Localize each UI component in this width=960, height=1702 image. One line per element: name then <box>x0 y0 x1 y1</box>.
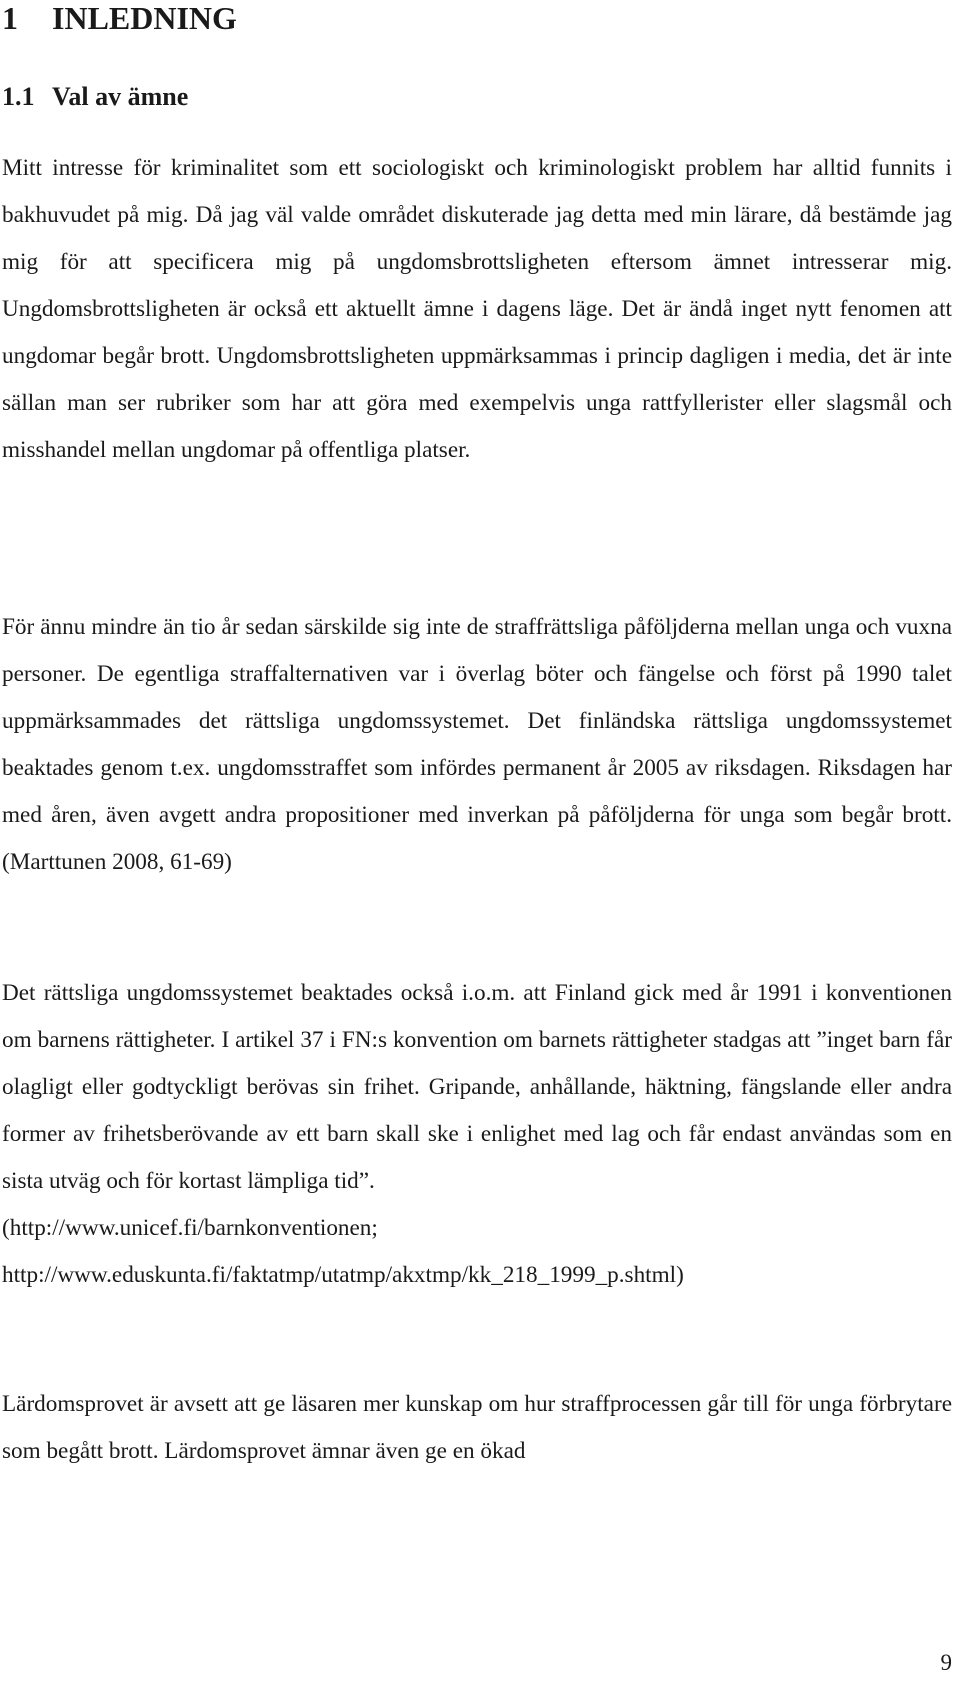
paragraph-legal-history: För ännu mindre än tio år sedan särskilde sig inte de straffrättsliga påföljderna mellan unga och vuxna personer. De egentliga straffalternativen var i överlag böter och fängelse och först på 1990 talet uppmärksammades det rättsliga ungdomssystemet. Det finländska rättsliga ungdomssystemet beaktades genom t.ex. ungdomsstraffet som infördes permanent år 2005 av riksdagen. Riksdagen har med åren, även avgett andra propositioner med inverkan på påföljderna för unga som begår brott. (Marttunen 2008, 61-69) <box>2 614 952 875</box>
url-line-1: (http://www.unicef.fi/barnkonventionen; <box>2 1215 378 1241</box>
chapter-heading <box>2 0 237 36</box>
section-number: 1.1 <box>2 82 35 111</box>
paragraph-convention <box>2 970 952 1299</box>
section-heading <box>2 82 188 112</box>
chapter-number: 1 <box>2 0 18 36</box>
chapter-title: INLEDNING <box>52 0 237 36</box>
convention-text: Det rättsliga ungdomssystemet beaktades också i.o.m. att Finland gick med år 1991 i konventionen om barnens rättigheter. I artikel 37 i FN:s konvention om barnets rättigheter stadgas att ”inget barn får olagligt eller godtyckligt berövas sin frihet. Gripande, anhållande, häktning, fängslande eller andra former av frihetsberövande av ett barn skall ske i enlighet med lag och får endast användas som en sista utväg och för kortast lämpliga tid”. <box>2 980 952 1194</box>
url-line-2: http://www.eduskunta.fi/faktatmp/utatmp/akxtmp/kk_218_1999_p.shtml) <box>2 1262 684 1288</box>
paragraph-topic-interest: Mitt intresse för kriminalitet som ett sociologiskt och kriminologiskt problem har alltid funnits i bakhuvudet på mig. Då jag väl valde området diskuterade jag detta med min lärare, då bestämde jag mig för att specificera mig på ungdomsbrottsligheten eftersom ämnet intresserar mig. Ungdomsbrottsligheten är också ett aktuellt ämne i dagens läge. Det är ändå inget nytt fenomen att ungdomar begår brott. Ungdomsbrottsligheten uppmärksammas i princip dagligen i media, det är inte sällan man ser rubriker som har att göra med exempelvis unga rattfyllerister eller slagsmål och misshandel mellan ungdomar på offentliga platser. <box>2 155 952 463</box>
section-title: Val av ämne <box>52 82 189 111</box>
page-number: 9 <box>940 1650 952 1675</box>
paragraph-thesis-purpose: Lärdomsprovet är avsett att ge läsaren mer kunskap om hur straffprocessen går till för unga förbrytare som begått brott. Lärdomsprovet ämnar även ge en ökad <box>2 1391 952 1464</box>
